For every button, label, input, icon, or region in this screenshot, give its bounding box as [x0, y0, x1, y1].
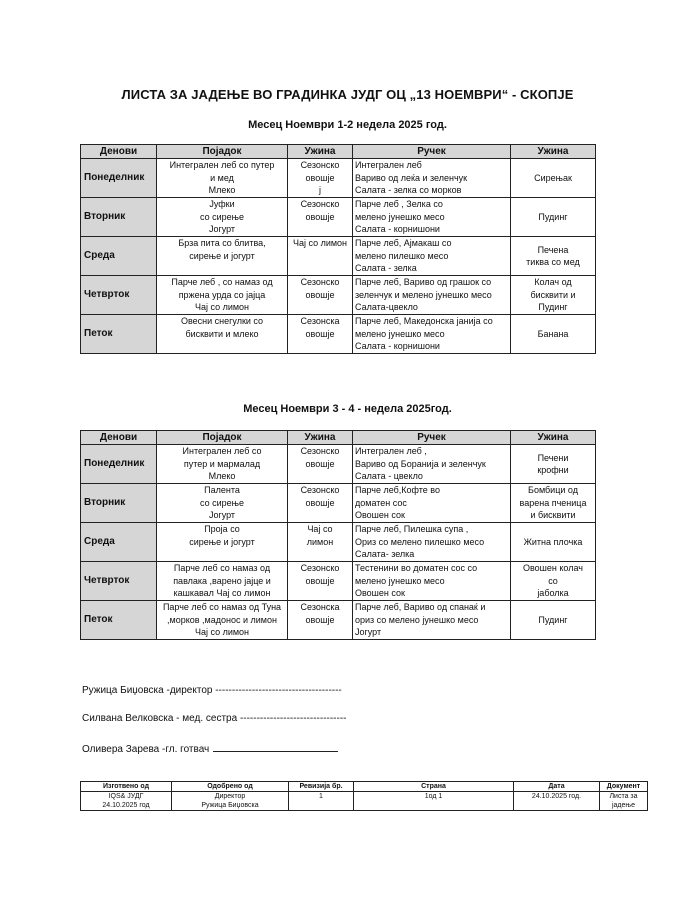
day-name: Петок — [81, 601, 157, 640]
afternoon-snack-cell — [511, 237, 596, 276]
menu-line: со сирење — [200, 497, 244, 508]
footer-header-revision: Ревизија бр. — [289, 782, 354, 792]
menu-line: мелено пилешко месо — [355, 250, 449, 261]
menu-line: Парче леб, Вариво од грашок со — [355, 277, 492, 287]
menu-line: Парче леб,Кофте во — [355, 485, 440, 495]
menu-line: Парче леб со намаз од Туна — [162, 602, 282, 612]
lunch-cell — [353, 237, 511, 276]
morning-snack-cell — [288, 562, 353, 601]
afternoon-snack-cell — [511, 562, 596, 601]
menu-line: Сезонско — [300, 485, 340, 495]
day-name: Понеделник — [81, 445, 157, 484]
menu-line: ,морков ,мадонос и лимон — [167, 614, 277, 625]
menu-line: Салата-цвекло — [355, 302, 418, 312]
footer-header-prepared: Изготвено од — [81, 782, 172, 792]
morning-snack-cell — [288, 276, 353, 315]
menu-line: Овошен колач — [523, 563, 583, 574]
breakfast-cell — [157, 445, 288, 484]
footer-page: 1од 1 — [354, 792, 514, 811]
menu-line: Банана — [537, 328, 569, 339]
table-row — [81, 237, 596, 276]
menu-line: мелено јунешко месо — [355, 575, 445, 586]
menu-line: Колач од — [534, 277, 572, 288]
menu-line: Парче леб, Македонска јанија со — [355, 316, 493, 326]
day-name: Четврток — [81, 276, 157, 315]
menu-line: Јогурт — [208, 510, 236, 520]
footer-header-date: Дата — [514, 782, 600, 792]
header-snack: Ужина — [288, 431, 353, 445]
menu-line: Салата- зелка — [355, 549, 415, 559]
menu-line: мелено јунешко месо — [355, 211, 445, 222]
day-name: Понеделник — [81, 159, 157, 198]
menu-line: овошје — [305, 211, 335, 222]
signature-chef-text: Оливера Зарева -гл. готвач — [82, 744, 210, 755]
menu-line: пржена урда со јајца — [178, 289, 266, 300]
menu-line: Чај со лимон — [194, 627, 250, 637]
menu-line: Сирењак — [534, 172, 572, 183]
breakfast-cell — [157, 159, 288, 198]
footer-prepared-line: 24.10.2025 год — [102, 802, 150, 809]
morning-snack-cell — [288, 484, 353, 523]
afternoon-snack-cell — [511, 523, 596, 562]
morning-snack-cell — [288, 159, 353, 198]
menu-line: овошје — [305, 614, 335, 625]
menu-line: Интегрален леб , — [355, 446, 427, 456]
day-name: Вторник — [81, 198, 157, 237]
lunch-cell — [353, 562, 511, 601]
menu-line: сирење и јогурт — [189, 536, 255, 547]
day-name: Среда — [81, 523, 157, 562]
lunch-cell — [353, 601, 511, 640]
menu-line: Тестенини во доматен сос со — [355, 563, 478, 573]
breakfast-cell — [157, 523, 288, 562]
menu-line: Салата - корнишони — [355, 224, 440, 234]
header-breakfast: Појадок — [157, 145, 288, 159]
menu-line: Парче леб , Зелка со — [355, 199, 443, 209]
menu-line: Пудинг — [538, 614, 568, 625]
table-row — [81, 562, 596, 601]
footer-approved-by — [172, 792, 289, 811]
footer-revision: 1 — [289, 792, 354, 811]
morning-snack-cell — [288, 601, 353, 640]
menu-line: Салата - зелка — [355, 263, 417, 273]
afternoon-snack-cell — [511, 445, 596, 484]
menu-line: овошје — [305, 575, 335, 586]
lunch-cell — [353, 484, 511, 523]
menu-line: Проја со — [204, 524, 240, 534]
footer-document — [600, 792, 648, 811]
signature-director-text: Ружица Биџовска -директор -------------------------------------- — [82, 685, 342, 696]
breakfast-cell — [157, 601, 288, 640]
menu-line: Салата - корнишони — [355, 341, 440, 351]
menu-line: Сезонска — [300, 316, 340, 326]
header-days: Денови — [81, 145, 157, 159]
lunch-cell — [353, 315, 511, 354]
afternoon-snack-cell — [511, 601, 596, 640]
menu-line: путер и мармалад — [183, 458, 261, 469]
lunch-cell — [353, 276, 511, 315]
menu-line: овошје — [305, 172, 335, 183]
menu-line: Млеко — [208, 471, 236, 481]
menu-line: мелено јунешко месо — [355, 328, 445, 339]
menu-line: Сезонско — [300, 160, 340, 170]
menu-line: Сезонско — [300, 446, 340, 456]
footer-header-document: Документ — [600, 782, 648, 792]
menu-line: павлака ,варено јајце и — [173, 575, 271, 586]
menu-line: со — [548, 575, 558, 586]
menu-line: Парче леб со намаз од — [173, 563, 271, 573]
menu-table-weeks-3-4 — [80, 430, 596, 640]
menu-line: крофни — [537, 465, 569, 475]
header-breakfast: Појадок — [157, 431, 288, 445]
menu-line: Печени — [537, 452, 569, 463]
menu-line: ориз со мелено јунешко месо — [355, 614, 479, 625]
header-snack: Ужина — [288, 145, 353, 159]
header-afternoon-snack: Ужина — [511, 431, 596, 445]
afternoon-snack-cell — [511, 315, 596, 354]
lunch-cell — [353, 159, 511, 198]
lunch-cell — [353, 523, 511, 562]
menu-line: Чај со лимон — [194, 302, 250, 312]
menu-line: Овошен сок — [355, 510, 405, 520]
lunch-cell — [353, 198, 511, 237]
menu-line: доматен сос — [355, 497, 407, 508]
menu-line: бисквити и — [530, 289, 576, 300]
table-row — [81, 198, 596, 237]
day-name: Четврток — [81, 562, 157, 601]
menu-line: зеленчук и мелено јунешко месо — [355, 289, 492, 300]
menu-line: Јуфки — [209, 199, 235, 209]
menu-line: и бисквити — [530, 510, 576, 521]
menu-line: Чај со лимон — [292, 238, 348, 248]
menu-line: Интегрален леб — [355, 160, 422, 170]
menu-line: Парче леб , со намаз од — [171, 277, 273, 287]
table1-subtitle: Месец Ноември 1-2 недела 2025 год. — [248, 119, 447, 131]
menu-line: Сезонско — [300, 277, 340, 287]
page-title: ЛИСТА ЗА ЈАДЕЊЕ ВО ГРАДИНКА ЈУДГ ОЦ „13 НОЕМВРИ“ - СКОПЈЕ — [121, 87, 574, 102]
menu-line: Сезонско — [300, 199, 340, 209]
header-lunch: Ручек — [353, 145, 511, 159]
menu-line: Сезонска — [300, 602, 340, 612]
menu-line: кашкавал Чај со лимон — [173, 588, 271, 598]
afternoon-snack-cell — [511, 159, 596, 198]
breakfast-cell — [157, 484, 288, 523]
signature-director — [82, 685, 342, 696]
signature-chef — [82, 742, 338, 755]
menu-line: Млеко — [208, 185, 236, 195]
menu-line: Брза пита со блитва, — [178, 238, 266, 248]
menu-line: Житна плочка — [523, 536, 583, 547]
menu-line: Пудинг — [538, 211, 568, 222]
footer-date: 24.10.2025 год. — [514, 792, 600, 811]
footer-document-line: Листа за — [609, 793, 638, 800]
morning-snack-cell — [288, 237, 353, 276]
menu-line: варена пченица — [519, 497, 587, 508]
signature-line — [213, 742, 338, 752]
signature-nurse — [82, 713, 347, 724]
menu-line: ј — [319, 185, 321, 195]
document-footer-table — [80, 781, 648, 811]
afternoon-snack-cell — [511, 276, 596, 315]
breakfast-cell — [157, 198, 288, 237]
table-row — [81, 315, 596, 354]
day-name: Вторник — [81, 484, 157, 523]
footer-header-approved: Одобрено од — [172, 782, 289, 792]
menu-line: овошје — [305, 289, 335, 300]
breakfast-cell — [157, 315, 288, 354]
menu-line: Салата - цвекло — [355, 471, 423, 481]
footer-document-line: јадење — [611, 802, 635, 809]
day-name: Среда — [81, 237, 157, 276]
menu-line: Палента — [204, 485, 240, 495]
breakfast-cell — [157, 237, 288, 276]
menu-line: овошје — [305, 328, 335, 339]
breakfast-cell — [157, 562, 288, 601]
menu-line: Чај со — [307, 524, 333, 534]
footer-prepared-by — [81, 792, 172, 811]
header-lunch: Ручек — [353, 431, 511, 445]
header-afternoon-snack: Ужина — [511, 145, 596, 159]
table-row — [81, 445, 596, 484]
table-row — [81, 159, 596, 198]
table-row — [81, 484, 596, 523]
lunch-cell — [353, 445, 511, 484]
footer-approved-line: Ружица Биџовска — [201, 802, 259, 809]
afternoon-snack-cell — [511, 484, 596, 523]
menu-line: со сирење — [200, 211, 244, 222]
menu-line: овошје — [305, 458, 335, 469]
morning-snack-cell — [288, 198, 353, 237]
menu-line: Сезонско — [300, 563, 340, 573]
header-days: Денови — [81, 431, 157, 445]
menu-table-weeks-1-2 — [80, 144, 596, 354]
table2-subtitle: Месец Ноември 3 - 4 - недела 2025год. — [243, 403, 452, 415]
menu-line: Печена — [537, 244, 569, 255]
menu-line: лимон — [306, 536, 334, 547]
menu-line: и мед — [210, 172, 234, 183]
menu-line: Овесни снегулки со — [180, 316, 264, 326]
menu-line: Интегрален леб со путер — [169, 160, 275, 170]
menu-line: тиква со мед — [526, 257, 580, 267]
menu-line: сирење и јогурт — [189, 250, 255, 261]
table-row — [81, 276, 596, 315]
menu-line: Овошен сок — [355, 588, 405, 598]
afternoon-snack-cell — [511, 198, 596, 237]
menu-line: бисквити и млеко — [185, 328, 259, 339]
menu-line: Вариво од Боранија и зеленчук — [355, 458, 486, 469]
menu-line: Јогурт — [208, 224, 236, 234]
menu-line: Вариво од леќа и зеленчук — [355, 172, 468, 183]
table-row — [81, 601, 596, 640]
footer-header-page: Страна — [354, 782, 514, 792]
day-name: Петок — [81, 315, 157, 354]
menu-line: Бомбици од — [528, 485, 578, 496]
menu-line: Парче леб, Пилешка супа , — [355, 524, 469, 534]
morning-snack-cell — [288, 315, 353, 354]
menu-line: Јогурт — [355, 627, 382, 637]
signature-nurse-text: Силвана Велковска - мед. сестра -------------------------------- — [82, 713, 347, 724]
menu-line: јаболка — [537, 588, 569, 599]
footer-prepared-line: IQS& ЈУДГ — [108, 793, 144, 800]
table-row — [81, 523, 596, 562]
menu-line: Интегрален леб со — [182, 446, 262, 456]
morning-snack-cell — [288, 445, 353, 484]
menu-line: Парче леб, Вариво од спанаќ и — [355, 602, 486, 612]
morning-snack-cell — [288, 523, 353, 562]
menu-line: Ориз со мелено пилешко месо — [355, 536, 485, 547]
menu-line: Пудинг — [538, 302, 568, 313]
menu-line: Парче леб, Ајмакаш со — [355, 238, 452, 248]
menu-line: Салата - зелка со морков — [355, 185, 462, 195]
breakfast-cell — [157, 276, 288, 315]
menu-line: овошје — [305, 497, 335, 508]
footer-approved-line: Директор — [214, 793, 246, 800]
